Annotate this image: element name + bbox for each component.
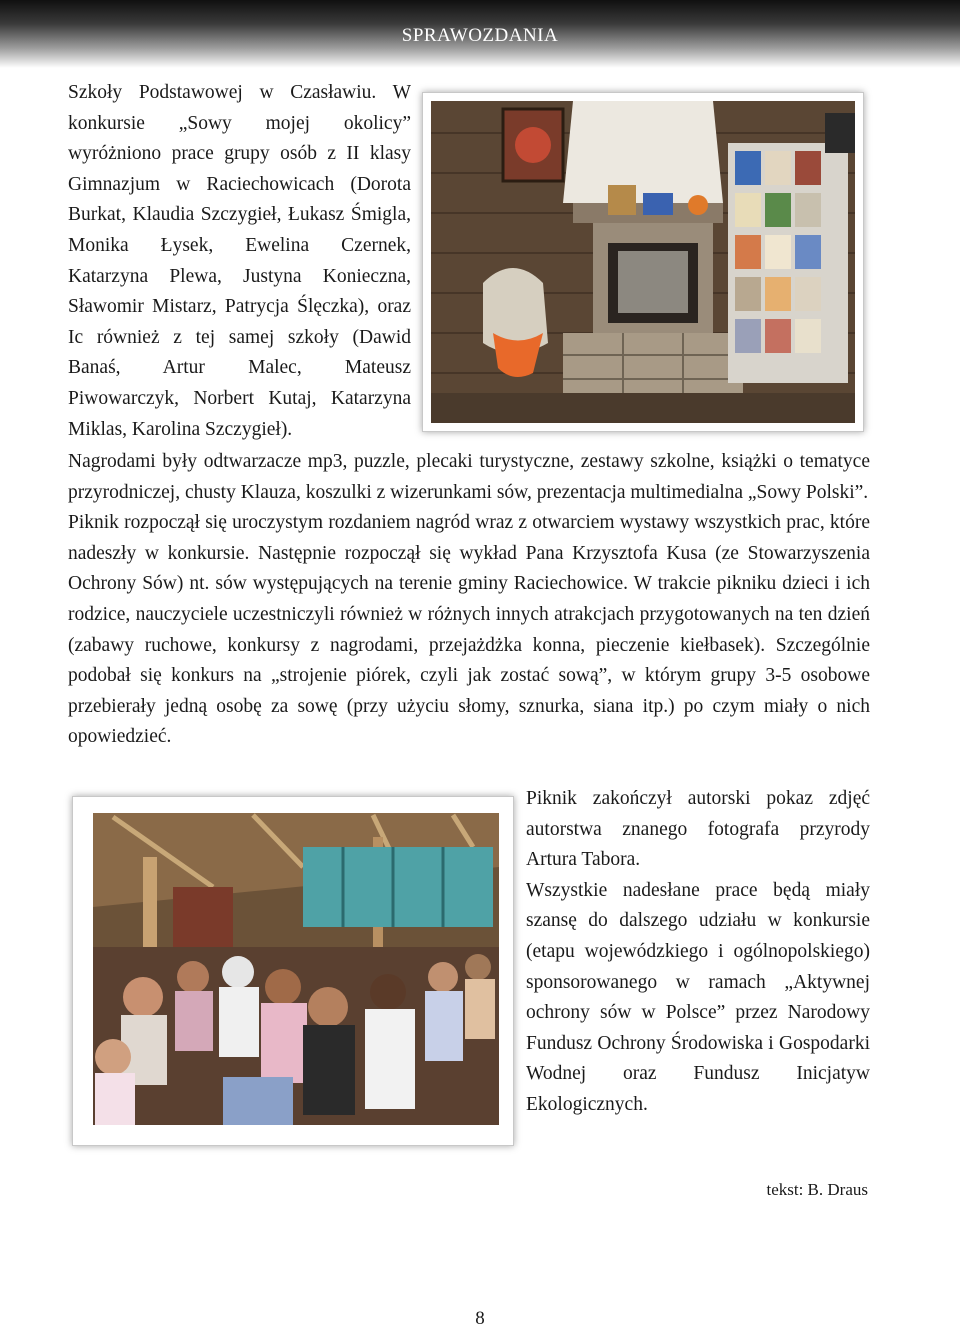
page-number: 8 xyxy=(475,1308,485,1329)
author-credit: tekst: B. Draus xyxy=(766,1180,868,1199)
article-column-top-left xyxy=(68,78,411,445)
article-paragraph-1-continued: Nagrodami były odtwarzacze mp3, puzzle, plecaki turystyczne, zestawy szkolne, książki o tematyce przyrodniczej, chusty Klauza, koszulki z wizerunkami sów, prezentacja multimedialna „Sowy Polski”. xyxy=(68,451,870,503)
article-paragraph-2: Piknik rozpoczął się uroczystym rozdaniem nagród wraz z otwarciem wystawy wszystkich prac, które nadeszły w konkursie. Następnie rozpoczął się wykład Pana Krzysztofa Kusa (ze Stowarzyszenia Ochrony Sów) nt. sów występujących na terenie gminy Raciechowice. W trakcie pikniku dzieci i ich rodzice, nauczyciele uczestniczyli również w różnych innych atrakcjach przygotowanych na ten dzień (zabawy ruchowe, konkursy z nagrodami, przejażdżka konna, pieczenie kiełbasek). Szczególnie podobał się konkurs na „strojenie piórek, czyli jak zostać sową”, w którym grupy 3-5 osobowe przebierały jedną osobę za sowę (przy użyciu słomy, sznurka, siana itp.) po czym miały o nich opowiedzieć. xyxy=(68,512,870,748)
article-column-bottom-right xyxy=(526,784,870,1121)
article-paragraph-4: Wszystkie nadesłane prace będą miały szansę do dalszego udziału w konkursie (etapu wojewódzkiego i ogólnopolskiego) sponsorowanego w ramach „Aktywnej ochrony sów w Polsce” przez Narodowy Fundusz Ochrony Środowiska i Gospodarki Wodnej oraz Fundusz Inicjatyw Ekologicznych. xyxy=(526,879,870,1115)
photo-audience-hall xyxy=(72,796,514,1146)
photo-exhibition-fireplace xyxy=(422,92,864,432)
article-paragraph-3: Piknik zakończył autorski pokaz zdjęć autorstwa znanego fotografa przyrody Artura Tabora. xyxy=(526,788,870,871)
section-title: SPRAWOZDANIA xyxy=(401,25,559,46)
header-bar xyxy=(0,0,960,68)
article-paragraph-1: Szkoły Podstawowej w Czasławiu. W konkursie „Sowy mojej okolicy” wyróżniono prace grupy osób z II klasy Gimnazjum w Raciechowicach (Dorota Burkat, Klaudia Szczygieł, Łukasz Śmigla, Monika Łysek, Ewelina Czernek, Katarzyna Plewa, Justyna Konieczna, Sławomir Mistarz, Patrycja Ślęczka), oraz Ic również z tej samej szkoły (Dawid Banaś, Artur Malec, Mateusz Piwowarczyk, Norbert Kutaj, Katarzyna Miklas, Karolina Szczygieł). xyxy=(68,82,411,440)
article-body-full-width xyxy=(68,447,870,753)
